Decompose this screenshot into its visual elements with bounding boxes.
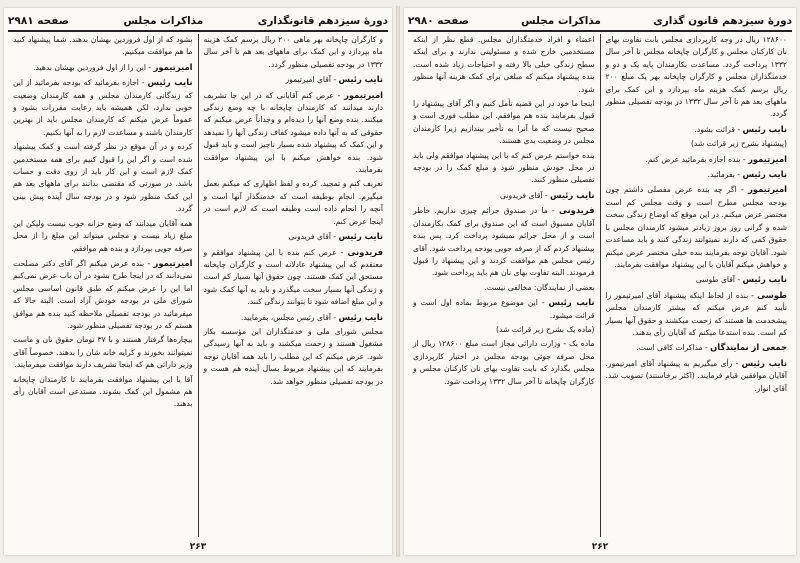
transcript-paragraph: نایب رئیس - رأی میگیریم به پیشنهاد آقای امیرتیمور. آقایان موافقین قیام فرمایند. (اکثر برخاستند) تصویب شد. آقای انوار. xyxy=(605,357,787,393)
transcript-paragraph xyxy=(606,34,788,121)
transcript-paragraph: نایب رئیس - بفرمائید. xyxy=(707,169,787,180)
transcript-paragraph: امیرتیمور - عرض کنم آقایانی که در این جا تشریف دارند میدانند که کارمندان چاپخانه با چه وضع زندگی میکنند. بنده وضع آنها را دیده‌ام و وجداناً عرض میکنم که حقوقی که به آنها داده میشود کفاف زندگی آنها را نمیدهد و این کمک که پیشنهاد شده بسیار ناچیز است و باید قبول شود. بنده خواهش میکنم با این پیشنهاد موافقت بفرمایند. xyxy=(203,89,383,175)
transcript-paragraph xyxy=(413,98,595,148)
speech-text: بنده خواستم عرض کنم که با این پیشنهاد موافقم ولی باید در محل خودش منظور شود و مبلغ کمک را در بودجه تفصیلی منظور کنند. xyxy=(413,150,595,185)
speech-text: آقای امیرتیمور xyxy=(285,75,331,85)
speech-text: بعضی از نمایندگان: مخالفی نیست. xyxy=(484,282,595,292)
transcript-paragraph xyxy=(204,34,384,71)
right-page xyxy=(404,8,796,555)
right-header-title: مذاکرات مجلس xyxy=(521,15,601,27)
right-page-right-column xyxy=(601,34,793,537)
speech-text: اینجا ما خود در این قضیه تأمل کنیم و اگر آقای پیشنهاد را قبول بفرمایند بنده هم موافقم. این مطلب فوری است و صحیح نیست که ما آنرا به تأخیر بیندازیم زیرا کارمندان مجلس در وضعیت بدی هستند. xyxy=(413,99,595,146)
transcript-paragraph: امیرتیمور - بنده اجازه بفرمائید عرض کنم. xyxy=(645,153,787,164)
right-page-number: ۲۶۲ xyxy=(591,542,609,552)
speech-text: اگر چه بنده عرض مفصلی داشتم چون بودجه مجلس مطرح است و وقت مجلس کم است مختصر عرض میکنم. در این موقع که اوضاع زندگی سخت شده و گرانی روز بروز زیادتر میشود کارمندان مجلس با حقوق کمی که دارند نمیتوانند زندگی کنند و باید مساعدت شود. آقایان توجه بفرمایند بنده خیلی مختصر عرض میکنم و خواهش میکنم آقایان با این پیشنهاد موافقت بفرمایند. xyxy=(605,185,787,269)
transcript-paragraph xyxy=(204,178,384,228)
speaker-name: نایب رئیس xyxy=(338,231,383,242)
speech-text: و کارگران چاپخانه بهر ماهی ۲۰۰ ریال برسم کمک هزینه ماه بپردازد و این کمک برای ماههای بعد هم تا آخر سال ۱۳۳۲ در بودجه تفصیلی منظور گردد. xyxy=(203,35,383,69)
speaker-name: فریدونی xyxy=(347,246,383,257)
left-page xyxy=(4,8,392,555)
transcript-paragraph: فریدونی - ما در صندوق جرائم چیزی نداریم. خاطر آقایان مسبوق است که این صندوق برای کمک بکارمندان است و از محل جرائم نمیشود پرداخت کرد. پس بنده پیشنهاد کردم که از صرفه جویی بودجه پرداخت شود. آقای رئیس مجلس هم موافقت کردند و این پیشنهاد را قبول فرمودند. البته تفاوت بهای نان هم باید پرداخت شود. xyxy=(413,205,595,278)
speech-text: این موضوع مربوط بماده اول است و قرائت میشود. xyxy=(413,298,595,320)
left-header-title: مذاکرات مجلس xyxy=(123,15,204,27)
speech-text: آقا با این پیشنهاد موافقت بفرمایند تا کارمندان چاپخانه هم مشمول این کمک بشوند. مستدعی است آقایان رأی بدهند. xyxy=(13,374,193,409)
left-header-series: دورهٔ سیزدهم قانونگذاری xyxy=(257,15,388,27)
speech-text: (پیشنهاد بشرح زیر قرائت شد) xyxy=(690,139,787,149)
left-page-columns xyxy=(8,34,388,537)
speaker-name: نایب رئیس xyxy=(338,311,383,322)
speech-text: کرده و در آن موقع در نظر گرفته است و کمک پیشنهاد شده است و اگر این را قبول کنیم برای همه مستخدمین کمک لازم است و این کار باید از روی دقت و حساب باشد. در صورتی که مقتضی بدانند برای ماههای بعد هم این کمک منظور شود و در بودجه سال آینده پیش بینی گردد. xyxy=(13,142,193,214)
speaker-name: طوسی xyxy=(757,289,787,300)
transcript-paragraph xyxy=(13,34,193,59)
speech-text: قرائت بشود. xyxy=(694,124,735,134)
transcript-paragraph: امیرتیمور - بنده عرض میکنم اگر آقای دکتر مصلحت نمی‌دانند که در اینجا طرح بشود در آن باب عرض نمی‌کنم اما این را عرض میکنم که طبق قانون اساسی مجلس شورای ملی در بودجه خودش آزاد است. البته حالا که میفرمائید در بودجه تفصیلی ملاحظه کنید بنده هم موافق هستم که در بودجه تفصیلی منظور شود. xyxy=(13,257,193,330)
speech-text: بشود که از اول فروردین بهشان بدهند. شما پیشنهاد کنید ما هم موافقت میکنیم. xyxy=(13,35,193,57)
transcript-paragraph: امیرتیمور - این را از اول فروردین بهشان بدهید. xyxy=(33,61,193,72)
right-header-series: دورهٔ سیزدهم قانون گذاری xyxy=(653,15,792,27)
speech-text: آقای فریدونی xyxy=(288,232,331,242)
transcript-paragraph: نایب رئیس - اجازه بفرمائید که بودجه بفرمائید از این که زندگانی کارمندان مجلس و همه کارمندان وضعیت خوبی ندارد، لکن همیشه باید رعایت مقررات بشود و عموماً عرض میکنم که کارمندان مجلس باید از بهترین کارمندان باشند و مساعدت لازم را به آنها بکنیم. xyxy=(13,77,193,137)
right-page-left-column xyxy=(408,34,601,537)
transcript-paragraph xyxy=(606,138,788,150)
speech-text: بنده از لحاظ اینکه پیشنهاد آقای امیرتیمور را تأیید کنم عرض میکنم که بیشتر کارمندان مجلس پیشخدمت ها هستند که زحمت میکشند و حقوق آنها بسیار کم است. بنده استدعا میکنم که آقایان رأی بدهند. xyxy=(605,290,787,337)
speaker-name: امیرتیمور xyxy=(344,89,383,100)
speaker-name: نایب رئیس xyxy=(548,297,595,308)
transcript-paragraph xyxy=(13,218,193,255)
speaker-name: نایب رئیس xyxy=(338,74,383,85)
speech-text: بفرمائید. xyxy=(707,170,735,180)
speaker-name: امیرتیمور xyxy=(748,184,787,195)
left-page-header xyxy=(8,12,388,32)
transcript-paragraph: نایب رئیس - این موضوع مربوط بماده اول است و قرائت میشود. xyxy=(413,297,595,320)
speech-text: آقای رئیس مجلس، بفرمایید. xyxy=(241,312,331,322)
speech-text: اعضاء و افراد خدمتگذاران مجلس. قطع نظر از اینکه مستخدمین خارج شده و مسئولیتی ندارند و برای اینکه سطح زندگی خیلی بالا رفته و احتیاجات زیاد شده است. بنده پیشنهاد میکنم که مبلغی برای کمک هزینه آنها منظور شود. xyxy=(413,35,595,94)
transcript-paragraph: نایب رئیس - آقای طوسی xyxy=(695,274,787,285)
transcript-paragraph: امیرتیمور - اگر چه بنده عرض مفصلی داشتم چون بودجه مجلس مطرح است و وقت مجلس کم است مختصر عرض میکنم. در این موقع که اوضاع زندگی سخت شده و گرانی روز بروز زیادتر میشود کارمندان مجلس با حقوق کمی که دارند نمیتوانند زندگی کنند و باید مساعدت شود. آقایان توجه بفرمایند بنده خیلی مختصر عرض میکنم و خواهش میکنم آقایان با این پیشنهاد موافقت بفرمایند. xyxy=(605,184,787,269)
speech-text: ۱۲۸۶۰۰ ریال در وجه کارپردازی مجلس بابت تفاوت بهای نان کارکنان مجلس و کارگران چاپخانه مجلس تا آخر سال ۱۳۳۲ پرداخت گردد. مساعدت بکارمندان پایه یک و دو و خدمتگذاران مجلس و کارگران چاپخانه بهر یک مبلغ ۲۰۰ ریال برسم کمک هزینه ماه بپردازد و این کمک برای ماههای بعد هم تا آخر سال ۱۳۳۲ در بودجه تفصیلی منظور گردد. xyxy=(605,35,787,119)
transcript-paragraph xyxy=(413,34,595,96)
transcript-paragraph: نایب رئیس - آقای رئیس مجلس، بفرمایید. xyxy=(241,311,383,322)
transcript-paragraph xyxy=(413,282,595,294)
speaker-name: نایب رئیس xyxy=(742,274,787,285)
speaker-name: امیرتیمور xyxy=(153,61,193,72)
speaker-name: نایب رئیس xyxy=(147,77,193,88)
speech-text: همه آقایان میدانند که وضع خزانه خوب نیست ولیکن این مبلغ زیاد نیست و مجلس میتواند این مبلغ را از محل صرفه جویی بپردازد و بنده هم موافقم. xyxy=(13,218,193,253)
transcript-paragraph xyxy=(413,338,595,388)
speaker-name: نایب رئیس xyxy=(742,123,787,134)
speaker-name: امیرتیمور xyxy=(748,153,787,164)
left-page-right-column xyxy=(199,34,389,537)
transcript-paragraph xyxy=(13,141,193,215)
transcript-paragraph: نایب رئیس - قرائت بشود. xyxy=(694,123,787,134)
transcript-paragraph: طوسی - بنده از لحاظ اینکه پیشنهاد آقای امیرتیمور را تأیید کنم عرض میکنم که بیشتر کارمندان مجلس پیشخدمت ها هستند که زحمت میکشند و حقوق آنها بسیار کم است. بنده استدعا میکنم که آقایان رأی بدهند. xyxy=(605,289,787,337)
speech-text: عرض کنم بنده با این پیشنهاد موافقم و معتقدم که این پیشنهاد عادلانه است و کارگران چاپخانه مستحق این کمک هستند. چون حقوق آنها بسیار کم است و زندگی آنها بسیار سخت میگذرد و باید به آنها کمک شود و این مبلغ اضافه شود تا بتوانند زندگی کنند. xyxy=(203,247,383,307)
speech-text: مذاکرات کافی است. xyxy=(636,343,703,353)
speech-text: عرض کنم آقایانی که در این جا تشریف دارند میدانند که کارمندان چاپخانه با چه وضع زندگی میکنند. بنده وضع آنها را دیده‌ام و وجداناً عرض میکنم که حقوقی که به آنها داده میشود کفاف زندگی آنها را نمیدهد و این کمک که پیشنهاد شده بسیار ناچیز است و باید قبول شود. بنده خواهش میکنم با این پیشنهاد موافقت بفرمایند. xyxy=(203,90,383,175)
speech-text: این را از اول فروردین بهشان بدهید. xyxy=(33,62,146,72)
left-page-left-column xyxy=(8,34,199,537)
transcript-paragraph: نایب رئیس - آقای فریدونی xyxy=(500,189,595,200)
right-page-header xyxy=(408,12,792,32)
transcript-paragraph: فریدونی - عرض کنم بنده با این پیشنهاد موافقم و معتقدم که این پیشنهاد عادلانه است و کارگران چاپخانه مستحق این کمک هستند. چون حقوق آنها بسیار کم است و زندگی آنها بسیار سخت میگذرد و باید به آنها کمک شود و این مبلغ اضافه شود تا بتوانند زندگی کنند. xyxy=(203,246,383,307)
right-header-page: صفحه ۲۹۸۰ xyxy=(408,15,469,27)
left-page-number: ۲۶۳ xyxy=(189,542,207,552)
speech-text: مجلس شورای ملی و خدمتگذاران این مؤسسه بکار مشغول هستند و زحمت میکشند و باید به آنها رسیدگی شود. عرض میکنم که این مطلب را باید همه آقایان توجه بفرمایند که این پیشنهاد مربوط بسال آینده هم هست و در بودجه تفصیلی منظور خواهد شد. xyxy=(203,326,383,386)
transcript-paragraph xyxy=(13,334,193,371)
speech-text: تعریف کنم و تمجید. کرده و لفظ اظهاری که میکنم بعمل میگیرم. انجام بوظیفه است که خدمتگذار آنها است و آنچه را انجام داده است وظیفه است که لازم است در اینجا عرض کنم. xyxy=(203,179,383,226)
speech-text: بیچاره‌ها گرفتار هستند و با ۳۷ تومان حقوق نان و ماست نمیتوانند بخورند و کرایه خانه شان را بدهند. خصوصاً آقای وزیر دارائی هم که اینجا تشریف دارند موافقت میفرمایند. xyxy=(13,335,193,370)
left-header-page: صفحه ۲۹۸۱ xyxy=(8,15,69,27)
right-page-columns xyxy=(408,34,792,537)
book-spine xyxy=(396,6,400,557)
transcript-paragraph xyxy=(413,324,595,336)
transcript-paragraph xyxy=(204,326,384,388)
speech-text: (ماده یک بشرح زیر قرائت شد) xyxy=(496,324,595,334)
transcript-paragraph: نایب رئیس - آقای امیرتیمور xyxy=(285,74,383,85)
transcript-paragraph: جمعی از نمایندگان - مذاکرات کافی است. xyxy=(636,342,787,353)
speech-text: بنده اجازه بفرمائید عرض کنم. xyxy=(645,154,741,164)
speaker-name: جمعی از نمایندگان xyxy=(710,342,787,353)
transcript-paragraph xyxy=(413,150,595,187)
speech-text: آقای طوسی xyxy=(695,275,735,285)
speech-text: ماده یک - وزارت دارائی مجاز است مبلغ ۱۲۸۶۰۰ ریال از محل صرفه جوئی بودجه مجلس در اختیار کارپردازی مجلس بگذارد که بابت تفاوت بهای نان کارکنان مجلس و کارگران چاپخانه تا آخر سال ۱۳۳۲ پرداخت شود. xyxy=(413,339,595,386)
speech-text: آقای فریدونی xyxy=(500,190,543,200)
transcript-paragraph xyxy=(13,374,193,411)
speaker-name: نایب رئیس xyxy=(741,357,787,368)
speech-text: بنده عرض میکنم اگر آقای دکتر مصلحت نمی‌دانند که در اینجا طرح بشود در آن باب عرض نمی‌کنم اما این را عرض میکنم که طبق قانون اساسی مجلس شورای ملی در بودجه خودش آزاد است. البته حالا که میفرمائید در بودجه تفصیلی ملاحظه کنید بنده هم موافق هستم که در بودجه تفصیلی منظور شود. xyxy=(13,258,193,330)
speaker-name: امیرتیمور xyxy=(153,257,193,268)
speech-text: ما در صندوق جرائم چیزی نداریم. خاطر آقایان مسبوق است که این صندوق برای کمک بکارمندان است و از محل جرائم نمیشود پرداخت کرد. پس بنده پیشنهاد کردم که از صرفه جویی بودجه پرداخت شود. آقای رئیس مجلس هم موافقت کردند و این پیشنهاد را قبول فرمودند. البته تفاوت بهای نان هم باید پرداخت شود. xyxy=(413,206,595,278)
transcript-paragraph: نایب رئیس - آقای فریدونی xyxy=(288,231,383,242)
speech-text: اجازه بفرمائید که بودجه بفرمائید از این که زندگانی کارمندان مجلس و همه کارمندان وضعیت خوبی ندارد، لکن همیشه باید رعایت مقررات بشود و عموماً عرض میکنم که کارمندان مجلس باید از بهترین کارمندان باشند و مساعدت لازم را به آنها بکنیم. xyxy=(13,78,193,137)
speaker-name: نایب رئیس xyxy=(742,169,787,180)
speech-text: رأی میگیریم به پیشنهاد آقای امیرتیمور. آقایان موافقین قیام فرمایند. (اکثر برخاستند) تصویب شد. آقای انوار. xyxy=(605,358,787,393)
speaker-name: نایب رئیس xyxy=(550,189,595,200)
speaker-name: فریدونی xyxy=(559,205,595,216)
